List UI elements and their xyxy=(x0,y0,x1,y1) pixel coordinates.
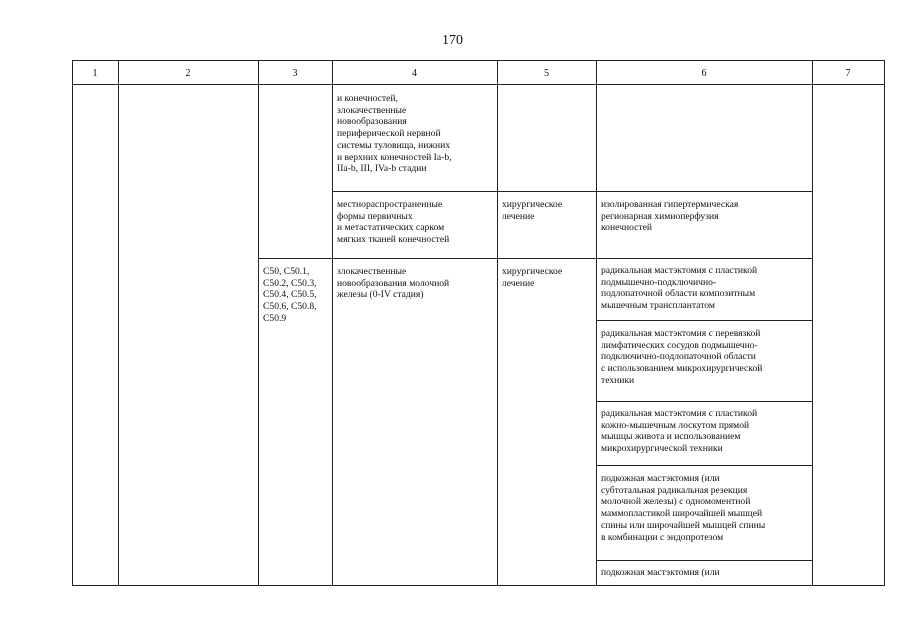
column-number-4: 4 xyxy=(412,68,417,79)
column-number-6: 6 xyxy=(701,68,707,79)
row3-icd-codes-cell xyxy=(263,266,317,325)
text-line: маммопластикой широчайшей мышцей xyxy=(601,508,763,520)
text-line: C50, C50.1, xyxy=(263,266,310,277)
text-line: подкожная мастэктомия (или xyxy=(601,473,720,484)
text-line: изолированная гипертермическая xyxy=(601,199,739,210)
text-line: C50.9 xyxy=(263,312,287,324)
text-line: конечностей xyxy=(601,222,652,234)
text-line: мягких тканей конечностей xyxy=(337,234,450,246)
text-line: мышцы живота и использованием xyxy=(601,431,741,443)
col-divider-2-3 xyxy=(258,60,259,585)
col-divider-1-2 xyxy=(118,60,119,585)
method-separator-3 xyxy=(596,465,813,466)
row3-method-5 xyxy=(601,567,720,579)
text-line: железы (0-IV стадия) xyxy=(337,289,424,301)
text-line: мышечным трансплантатом xyxy=(601,300,715,312)
text-line: и конечностей, xyxy=(337,93,398,104)
method-separator-1 xyxy=(596,320,813,321)
row2-treatment-cell xyxy=(502,199,562,222)
col-divider-3-4 xyxy=(332,60,333,585)
row3-treatment-cell xyxy=(502,266,562,289)
text-line: спины или широчайшей мышцей спины xyxy=(601,519,766,531)
row3-method-1 xyxy=(601,265,757,312)
text-line: формы первичных xyxy=(337,210,413,222)
text-line: субтотальная радикальная резекция xyxy=(601,484,748,496)
table-border-bottom xyxy=(72,585,885,586)
row3-method-3 xyxy=(601,408,757,455)
column-number-2: 2 xyxy=(185,68,191,79)
text-line: местнораспространенные xyxy=(337,199,443,210)
table-border-left xyxy=(72,60,73,585)
row3-method-4 xyxy=(601,473,765,543)
text-line: и метастатических сарком xyxy=(337,222,445,234)
text-line: периферической нервной xyxy=(337,128,441,140)
text-line: микрохирургической техники xyxy=(601,443,723,455)
column-number-7: 7 xyxy=(845,68,851,79)
text-line: C50.2, C50.3, xyxy=(263,277,317,289)
row3-diagnosis-cell xyxy=(337,266,449,301)
row2-diagnosis-cell xyxy=(337,199,449,246)
text-line: злокачественные xyxy=(337,266,407,277)
text-line: злокачественные xyxy=(337,104,407,116)
table-border-top xyxy=(72,60,885,61)
col-divider-4-5 xyxy=(497,60,498,585)
text-line: лечение xyxy=(502,210,535,222)
row-separator-1 xyxy=(332,191,813,192)
text-line: кожно-мышечным лоскутом прямой xyxy=(601,419,750,431)
text-line: хирургическое xyxy=(502,199,563,210)
column-number-3: 3 xyxy=(292,68,298,79)
text-line: лимфатических сосудов подмышечно- xyxy=(601,339,758,351)
header-row-bottom xyxy=(72,84,885,85)
text-line: новообразования xyxy=(337,116,407,128)
text-line: подлопаточной области композитным xyxy=(601,288,756,300)
row-separator-2 xyxy=(258,258,813,259)
text-line: IIa-b, III, IVa-b стадии xyxy=(337,163,427,175)
row1-diagnosis-cell xyxy=(337,93,452,175)
text-line: молочной железы) с одномоментной xyxy=(601,496,751,508)
text-line: регионарная химиоперфузия xyxy=(601,210,719,222)
text-line: радикальная мастэктомия с перевязкой xyxy=(601,328,761,339)
col-divider-5-6 xyxy=(596,60,597,585)
text-line: с использованием микрохирургической xyxy=(601,363,763,375)
text-line: новообразования молочной xyxy=(337,277,450,289)
method-separator-4 xyxy=(596,560,813,561)
text-line: хирургическое xyxy=(502,266,563,277)
text-line: C50.6, C50.8, xyxy=(263,301,317,313)
text-line: в комбинации с эндопротезом xyxy=(601,531,724,543)
row3-method-2 xyxy=(601,328,762,387)
text-line: и верхних конечностей Ia-b, xyxy=(337,151,452,163)
column-number-5: 5 xyxy=(544,68,549,79)
text-line: подкожная мастэктомия (или xyxy=(601,567,720,578)
table-border-right xyxy=(884,60,885,585)
text-line: техники xyxy=(601,374,635,386)
text-line: подмышечно-подключично- xyxy=(601,276,717,288)
col-divider-6-7 xyxy=(812,60,813,585)
text-line: лечение xyxy=(502,277,535,289)
row2-method-cell xyxy=(601,199,738,234)
page-number: 170 xyxy=(442,33,463,48)
text-line: радикальная мастэктомия с пластикой xyxy=(601,408,758,419)
column-number-1: 1 xyxy=(92,68,98,79)
text-line: подключично-подлопаточной области xyxy=(601,351,756,363)
text-line: радикальная мастэктомия с пластикой xyxy=(601,265,758,276)
text-line: C50.4, C50.5, xyxy=(263,289,317,301)
text-line: системы туловища, нижних xyxy=(337,139,451,151)
method-separator-2 xyxy=(596,401,813,402)
